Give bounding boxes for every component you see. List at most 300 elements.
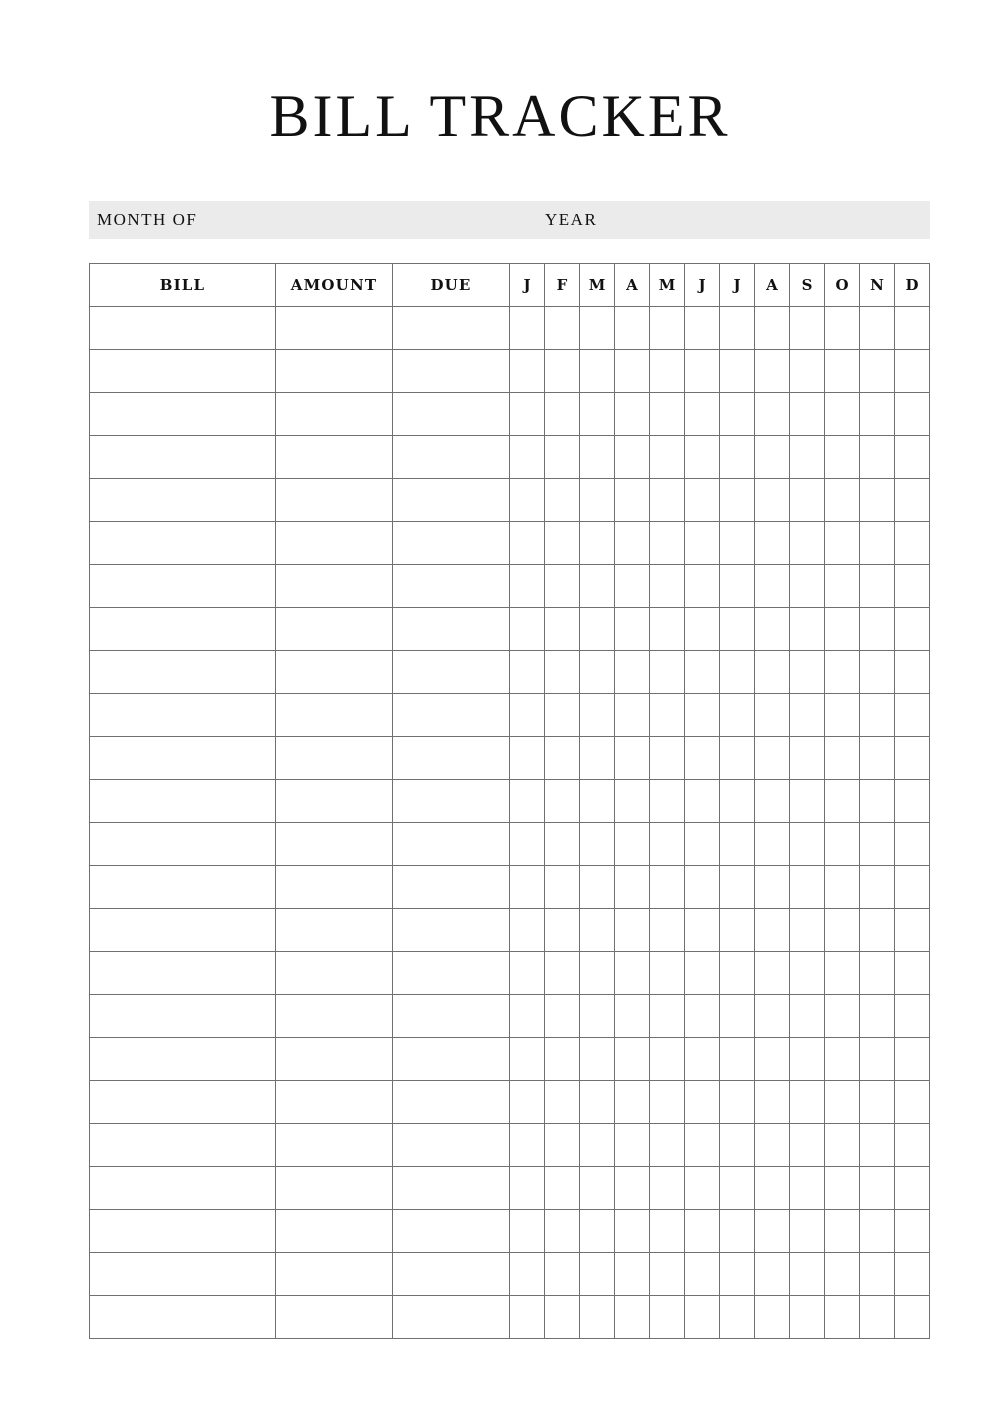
month-check-cell[interactable] bbox=[510, 694, 545, 737]
month-check-cell[interactable] bbox=[580, 1038, 615, 1081]
month-check-cell[interactable] bbox=[755, 1210, 790, 1253]
bill-cell[interactable] bbox=[90, 1210, 276, 1253]
month-check-cell[interactable] bbox=[615, 1296, 650, 1339]
month-check-cell[interactable] bbox=[860, 479, 895, 522]
month-check-cell[interactable] bbox=[825, 952, 860, 995]
month-check-cell[interactable] bbox=[895, 307, 930, 350]
month-check-cell[interactable] bbox=[720, 780, 755, 823]
bill-cell[interactable] bbox=[90, 737, 276, 780]
month-check-cell[interactable] bbox=[895, 1210, 930, 1253]
month-check-cell[interactable] bbox=[615, 780, 650, 823]
month-check-cell[interactable] bbox=[860, 1081, 895, 1124]
month-check-cell[interactable] bbox=[860, 1167, 895, 1210]
month-check-cell[interactable] bbox=[510, 1124, 545, 1167]
month-check-cell[interactable] bbox=[790, 1081, 825, 1124]
month-check-cell[interactable] bbox=[755, 780, 790, 823]
month-check-cell[interactable] bbox=[510, 1167, 545, 1210]
month-check-cell[interactable] bbox=[755, 565, 790, 608]
month-check-cell[interactable] bbox=[545, 479, 580, 522]
month-check-cell[interactable] bbox=[580, 651, 615, 694]
month-check-cell[interactable] bbox=[615, 436, 650, 479]
bill-cell[interactable] bbox=[90, 393, 276, 436]
month-check-cell[interactable] bbox=[755, 522, 790, 565]
month-check-cell[interactable] bbox=[720, 1210, 755, 1253]
month-check-cell[interactable] bbox=[755, 350, 790, 393]
month-check-cell[interactable] bbox=[510, 909, 545, 952]
month-check-cell[interactable] bbox=[650, 522, 685, 565]
month-check-cell[interactable] bbox=[895, 780, 930, 823]
month-check-cell[interactable] bbox=[755, 436, 790, 479]
month-check-cell[interactable] bbox=[545, 1124, 580, 1167]
bill-cell[interactable] bbox=[90, 1124, 276, 1167]
bill-cell[interactable] bbox=[90, 823, 276, 866]
month-check-cell[interactable] bbox=[895, 350, 930, 393]
month-check-cell[interactable] bbox=[545, 1081, 580, 1124]
due-cell[interactable] bbox=[393, 436, 510, 479]
month-check-cell[interactable] bbox=[860, 1210, 895, 1253]
month-check-cell[interactable] bbox=[895, 737, 930, 780]
month-check-cell[interactable] bbox=[685, 608, 720, 651]
amount-cell[interactable] bbox=[276, 694, 393, 737]
amount-cell[interactable] bbox=[276, 823, 393, 866]
month-check-cell[interactable] bbox=[755, 995, 790, 1038]
month-check-cell[interactable] bbox=[615, 350, 650, 393]
month-check-cell[interactable] bbox=[615, 1038, 650, 1081]
month-check-cell[interactable] bbox=[825, 1038, 860, 1081]
month-check-cell[interactable] bbox=[615, 565, 650, 608]
month-check-cell[interactable] bbox=[790, 522, 825, 565]
month-check-cell[interactable] bbox=[825, 866, 860, 909]
month-check-cell[interactable] bbox=[825, 1253, 860, 1296]
month-check-cell[interactable] bbox=[650, 1253, 685, 1296]
month-check-cell[interactable] bbox=[860, 565, 895, 608]
due-cell[interactable] bbox=[393, 780, 510, 823]
month-check-cell[interactable] bbox=[510, 393, 545, 436]
month-check-cell[interactable] bbox=[685, 436, 720, 479]
bill-cell[interactable] bbox=[90, 479, 276, 522]
month-check-cell[interactable] bbox=[790, 909, 825, 952]
month-check-cell[interactable] bbox=[790, 737, 825, 780]
month-check-cell[interactable] bbox=[860, 350, 895, 393]
month-check-cell[interactable] bbox=[615, 1210, 650, 1253]
month-check-cell[interactable] bbox=[825, 909, 860, 952]
month-check-cell[interactable] bbox=[790, 350, 825, 393]
month-check-cell[interactable] bbox=[615, 479, 650, 522]
bill-cell[interactable] bbox=[90, 608, 276, 651]
month-check-cell[interactable] bbox=[825, 823, 860, 866]
bill-cell[interactable] bbox=[90, 694, 276, 737]
month-check-cell[interactable] bbox=[790, 952, 825, 995]
month-check-cell[interactable] bbox=[895, 866, 930, 909]
due-cell[interactable] bbox=[393, 952, 510, 995]
month-check-cell[interactable] bbox=[685, 393, 720, 436]
month-check-cell[interactable] bbox=[650, 393, 685, 436]
month-check-cell[interactable] bbox=[755, 1296, 790, 1339]
month-check-cell[interactable] bbox=[685, 522, 720, 565]
due-cell[interactable] bbox=[393, 1296, 510, 1339]
month-check-cell[interactable] bbox=[755, 1081, 790, 1124]
month-check-cell[interactable] bbox=[790, 823, 825, 866]
month-check-cell[interactable] bbox=[790, 436, 825, 479]
month-check-cell[interactable] bbox=[755, 952, 790, 995]
month-check-cell[interactable] bbox=[650, 780, 685, 823]
month-check-cell[interactable] bbox=[615, 608, 650, 651]
month-check-cell[interactable] bbox=[650, 952, 685, 995]
month-check-cell[interactable] bbox=[650, 565, 685, 608]
bill-cell[interactable] bbox=[90, 565, 276, 608]
month-check-cell[interactable] bbox=[720, 393, 755, 436]
month-check-cell[interactable] bbox=[545, 350, 580, 393]
month-check-cell[interactable] bbox=[825, 1081, 860, 1124]
month-check-cell[interactable] bbox=[895, 522, 930, 565]
month-check-cell[interactable] bbox=[580, 350, 615, 393]
month-check-cell[interactable] bbox=[720, 1167, 755, 1210]
month-check-cell[interactable] bbox=[790, 608, 825, 651]
month-check-cell[interactable] bbox=[825, 307, 860, 350]
month-check-cell[interactable] bbox=[545, 1038, 580, 1081]
amount-cell[interactable] bbox=[276, 1038, 393, 1081]
month-check-cell[interactable] bbox=[860, 436, 895, 479]
amount-cell[interactable] bbox=[276, 307, 393, 350]
due-cell[interactable] bbox=[393, 1167, 510, 1210]
month-check-cell[interactable] bbox=[545, 1253, 580, 1296]
amount-cell[interactable] bbox=[276, 952, 393, 995]
month-check-cell[interactable] bbox=[860, 1253, 895, 1296]
amount-cell[interactable] bbox=[276, 1210, 393, 1253]
month-check-cell[interactable] bbox=[650, 737, 685, 780]
month-check-cell[interactable] bbox=[860, 608, 895, 651]
month-check-cell[interactable] bbox=[720, 479, 755, 522]
amount-cell[interactable] bbox=[276, 780, 393, 823]
month-check-cell[interactable] bbox=[685, 823, 720, 866]
month-check-cell[interactable] bbox=[510, 522, 545, 565]
month-check-cell[interactable] bbox=[755, 307, 790, 350]
month-check-cell[interactable] bbox=[685, 651, 720, 694]
month-check-cell[interactable] bbox=[720, 952, 755, 995]
month-check-cell[interactable] bbox=[720, 522, 755, 565]
month-check-cell[interactable] bbox=[580, 823, 615, 866]
month-check-cell[interactable] bbox=[895, 608, 930, 651]
month-check-cell[interactable] bbox=[615, 952, 650, 995]
month-check-cell[interactable] bbox=[545, 866, 580, 909]
month-check-cell[interactable] bbox=[580, 436, 615, 479]
due-cell[interactable] bbox=[393, 479, 510, 522]
month-check-cell[interactable] bbox=[510, 1296, 545, 1339]
due-cell[interactable] bbox=[393, 608, 510, 651]
month-check-cell[interactable] bbox=[545, 995, 580, 1038]
month-check-cell[interactable] bbox=[720, 866, 755, 909]
amount-cell[interactable] bbox=[276, 608, 393, 651]
month-check-cell[interactable] bbox=[860, 651, 895, 694]
month-check-cell[interactable] bbox=[825, 1124, 860, 1167]
month-check-cell[interactable] bbox=[545, 694, 580, 737]
month-check-cell[interactable] bbox=[685, 307, 720, 350]
month-check-cell[interactable] bbox=[860, 866, 895, 909]
month-check-cell[interactable] bbox=[650, 1124, 685, 1167]
due-cell[interactable] bbox=[393, 1124, 510, 1167]
month-check-cell[interactable] bbox=[615, 1253, 650, 1296]
month-check-cell[interactable] bbox=[615, 393, 650, 436]
month-check-cell[interactable] bbox=[895, 393, 930, 436]
month-check-cell[interactable] bbox=[685, 479, 720, 522]
month-check-cell[interactable] bbox=[580, 479, 615, 522]
month-check-cell[interactable] bbox=[650, 1081, 685, 1124]
month-check-cell[interactable] bbox=[895, 1296, 930, 1339]
month-check-cell[interactable] bbox=[755, 1038, 790, 1081]
month-check-cell[interactable] bbox=[825, 436, 860, 479]
month-check-cell[interactable] bbox=[755, 737, 790, 780]
month-check-cell[interactable] bbox=[510, 565, 545, 608]
month-check-cell[interactable] bbox=[685, 1081, 720, 1124]
month-check-cell[interactable] bbox=[510, 737, 545, 780]
month-check-cell[interactable] bbox=[545, 565, 580, 608]
month-check-cell[interactable] bbox=[510, 780, 545, 823]
month-check-cell[interactable] bbox=[650, 909, 685, 952]
amount-cell[interactable] bbox=[276, 1081, 393, 1124]
amount-cell[interactable] bbox=[276, 565, 393, 608]
month-check-cell[interactable] bbox=[510, 866, 545, 909]
amount-cell[interactable] bbox=[276, 866, 393, 909]
month-check-cell[interactable] bbox=[545, 823, 580, 866]
month-check-cell[interactable] bbox=[650, 436, 685, 479]
month-check-cell[interactable] bbox=[580, 608, 615, 651]
due-cell[interactable] bbox=[393, 307, 510, 350]
due-cell[interactable] bbox=[393, 565, 510, 608]
month-check-cell[interactable] bbox=[580, 1296, 615, 1339]
month-check-cell[interactable] bbox=[650, 694, 685, 737]
due-cell[interactable] bbox=[393, 694, 510, 737]
month-check-cell[interactable] bbox=[825, 393, 860, 436]
due-cell[interactable] bbox=[393, 651, 510, 694]
bill-cell[interactable] bbox=[90, 651, 276, 694]
month-check-cell[interactable] bbox=[545, 522, 580, 565]
month-check-cell[interactable] bbox=[615, 651, 650, 694]
bill-cell[interactable] bbox=[90, 909, 276, 952]
month-check-cell[interactable] bbox=[790, 1124, 825, 1167]
month-check-cell[interactable] bbox=[580, 780, 615, 823]
month-check-cell[interactable] bbox=[720, 737, 755, 780]
due-cell[interactable] bbox=[393, 737, 510, 780]
month-check-cell[interactable] bbox=[895, 909, 930, 952]
month-check-cell[interactable] bbox=[755, 1167, 790, 1210]
month-check-cell[interactable] bbox=[790, 1167, 825, 1210]
due-cell[interactable] bbox=[393, 393, 510, 436]
month-check-cell[interactable] bbox=[895, 479, 930, 522]
month-check-cell[interactable] bbox=[825, 565, 860, 608]
month-check-cell[interactable] bbox=[580, 909, 615, 952]
month-check-cell[interactable] bbox=[755, 694, 790, 737]
month-check-cell[interactable] bbox=[510, 436, 545, 479]
month-check-cell[interactable] bbox=[545, 909, 580, 952]
month-check-cell[interactable] bbox=[580, 1081, 615, 1124]
due-cell[interactable] bbox=[393, 995, 510, 1038]
month-check-cell[interactable] bbox=[860, 1296, 895, 1339]
month-check-cell[interactable] bbox=[510, 651, 545, 694]
month-check-cell[interactable] bbox=[685, 909, 720, 952]
month-check-cell[interactable] bbox=[720, 1081, 755, 1124]
month-check-cell[interactable] bbox=[790, 866, 825, 909]
month-check-cell[interactable] bbox=[650, 651, 685, 694]
month-check-cell[interactable] bbox=[895, 952, 930, 995]
month-check-cell[interactable] bbox=[615, 823, 650, 866]
month-check-cell[interactable] bbox=[895, 1253, 930, 1296]
month-check-cell[interactable] bbox=[615, 866, 650, 909]
month-check-cell[interactable] bbox=[685, 1038, 720, 1081]
month-check-cell[interactable] bbox=[825, 1167, 860, 1210]
month-check-cell[interactable] bbox=[510, 479, 545, 522]
month-check-cell[interactable] bbox=[580, 393, 615, 436]
bill-cell[interactable] bbox=[90, 436, 276, 479]
amount-cell[interactable] bbox=[276, 995, 393, 1038]
month-check-cell[interactable] bbox=[825, 995, 860, 1038]
month-check-cell[interactable] bbox=[755, 1124, 790, 1167]
month-check-cell[interactable] bbox=[720, 565, 755, 608]
due-cell[interactable] bbox=[393, 1038, 510, 1081]
month-check-cell[interactable] bbox=[650, 350, 685, 393]
month-check-cell[interactable] bbox=[720, 1038, 755, 1081]
month-check-cell[interactable] bbox=[790, 995, 825, 1038]
amount-cell[interactable] bbox=[276, 393, 393, 436]
month-check-cell[interactable] bbox=[895, 995, 930, 1038]
month-check-cell[interactable] bbox=[580, 1124, 615, 1167]
month-check-cell[interactable] bbox=[685, 952, 720, 995]
month-check-cell[interactable] bbox=[790, 1210, 825, 1253]
month-check-cell[interactable] bbox=[825, 1296, 860, 1339]
bill-cell[interactable] bbox=[90, 952, 276, 995]
month-check-cell[interactable] bbox=[685, 1124, 720, 1167]
month-check-cell[interactable] bbox=[895, 565, 930, 608]
month-check-cell[interactable] bbox=[510, 1081, 545, 1124]
month-check-cell[interactable] bbox=[720, 1296, 755, 1339]
month-check-cell[interactable] bbox=[860, 1124, 895, 1167]
month-check-cell[interactable] bbox=[650, 1038, 685, 1081]
bill-cell[interactable] bbox=[90, 1296, 276, 1339]
month-check-cell[interactable] bbox=[860, 307, 895, 350]
due-cell[interactable] bbox=[393, 823, 510, 866]
month-check-cell[interactable] bbox=[650, 1210, 685, 1253]
month-check-cell[interactable] bbox=[580, 995, 615, 1038]
month-check-cell[interactable] bbox=[860, 737, 895, 780]
amount-cell[interactable] bbox=[276, 1296, 393, 1339]
month-check-cell[interactable] bbox=[860, 909, 895, 952]
month-check-cell[interactable] bbox=[755, 479, 790, 522]
month-check-cell[interactable] bbox=[545, 436, 580, 479]
month-check-cell[interactable] bbox=[615, 1167, 650, 1210]
month-check-cell[interactable] bbox=[720, 995, 755, 1038]
month-check-cell[interactable] bbox=[790, 307, 825, 350]
month-check-cell[interactable] bbox=[790, 479, 825, 522]
month-check-cell[interactable] bbox=[685, 780, 720, 823]
month-check-cell[interactable] bbox=[860, 823, 895, 866]
month-check-cell[interactable] bbox=[825, 737, 860, 780]
month-check-cell[interactable] bbox=[545, 393, 580, 436]
month-check-cell[interactable] bbox=[685, 1296, 720, 1339]
month-check-cell[interactable] bbox=[720, 651, 755, 694]
due-cell[interactable] bbox=[393, 350, 510, 393]
month-check-cell[interactable] bbox=[790, 694, 825, 737]
month-check-cell[interactable] bbox=[720, 436, 755, 479]
month-check-cell[interactable] bbox=[685, 1253, 720, 1296]
month-check-cell[interactable] bbox=[860, 393, 895, 436]
bill-cell[interactable] bbox=[90, 1038, 276, 1081]
amount-cell[interactable] bbox=[276, 436, 393, 479]
month-check-cell[interactable] bbox=[825, 694, 860, 737]
month-check-cell[interactable] bbox=[790, 651, 825, 694]
month-check-cell[interactable] bbox=[720, 307, 755, 350]
month-check-cell[interactable] bbox=[825, 1210, 860, 1253]
month-check-cell[interactable] bbox=[510, 1253, 545, 1296]
month-check-cell[interactable] bbox=[545, 952, 580, 995]
month-check-cell[interactable] bbox=[650, 995, 685, 1038]
month-check-cell[interactable] bbox=[510, 608, 545, 651]
bill-cell[interactable] bbox=[90, 866, 276, 909]
amount-cell[interactable] bbox=[276, 350, 393, 393]
amount-cell[interactable] bbox=[276, 737, 393, 780]
month-check-cell[interactable] bbox=[510, 350, 545, 393]
month-check-cell[interactable] bbox=[510, 995, 545, 1038]
month-check-cell[interactable] bbox=[755, 866, 790, 909]
due-cell[interactable] bbox=[393, 1253, 510, 1296]
month-check-cell[interactable] bbox=[895, 694, 930, 737]
month-check-cell[interactable] bbox=[580, 694, 615, 737]
month-check-cell[interactable] bbox=[580, 307, 615, 350]
month-check-cell[interactable] bbox=[685, 1210, 720, 1253]
month-check-cell[interactable] bbox=[720, 1124, 755, 1167]
month-check-cell[interactable] bbox=[545, 608, 580, 651]
month-check-cell[interactable] bbox=[790, 565, 825, 608]
month-check-cell[interactable] bbox=[895, 651, 930, 694]
month-check-cell[interactable] bbox=[545, 780, 580, 823]
amount-cell[interactable] bbox=[276, 479, 393, 522]
month-check-cell[interactable] bbox=[580, 1253, 615, 1296]
month-check-cell[interactable] bbox=[615, 1124, 650, 1167]
month-check-cell[interactable] bbox=[615, 909, 650, 952]
amount-cell[interactable] bbox=[276, 651, 393, 694]
month-check-cell[interactable] bbox=[685, 995, 720, 1038]
amount-cell[interactable] bbox=[276, 522, 393, 565]
month-check-cell[interactable] bbox=[650, 479, 685, 522]
month-check-cell[interactable] bbox=[895, 823, 930, 866]
month-check-cell[interactable] bbox=[790, 1253, 825, 1296]
month-check-cell[interactable] bbox=[650, 608, 685, 651]
month-check-cell[interactable] bbox=[755, 823, 790, 866]
bill-cell[interactable] bbox=[90, 1253, 276, 1296]
month-check-cell[interactable] bbox=[755, 909, 790, 952]
month-check-cell[interactable] bbox=[895, 1081, 930, 1124]
month-check-cell[interactable] bbox=[790, 1296, 825, 1339]
due-cell[interactable] bbox=[393, 909, 510, 952]
month-check-cell[interactable] bbox=[720, 694, 755, 737]
bill-cell[interactable] bbox=[90, 1167, 276, 1210]
month-check-cell[interactable] bbox=[580, 866, 615, 909]
month-check-cell[interactable] bbox=[615, 694, 650, 737]
month-check-cell[interactable] bbox=[895, 1038, 930, 1081]
month-check-cell[interactable] bbox=[580, 1167, 615, 1210]
month-check-cell[interactable] bbox=[755, 1253, 790, 1296]
month-check-cell[interactable] bbox=[720, 1253, 755, 1296]
month-check-cell[interactable] bbox=[510, 1038, 545, 1081]
month-check-cell[interactable] bbox=[650, 1296, 685, 1339]
month-check-cell[interactable] bbox=[510, 952, 545, 995]
month-check-cell[interactable] bbox=[580, 737, 615, 780]
amount-cell[interactable] bbox=[276, 909, 393, 952]
month-check-cell[interactable] bbox=[825, 608, 860, 651]
due-cell[interactable] bbox=[393, 1210, 510, 1253]
month-check-cell[interactable] bbox=[860, 522, 895, 565]
month-check-cell[interactable] bbox=[510, 1210, 545, 1253]
month-check-cell[interactable] bbox=[615, 522, 650, 565]
month-check-cell[interactable] bbox=[545, 1210, 580, 1253]
